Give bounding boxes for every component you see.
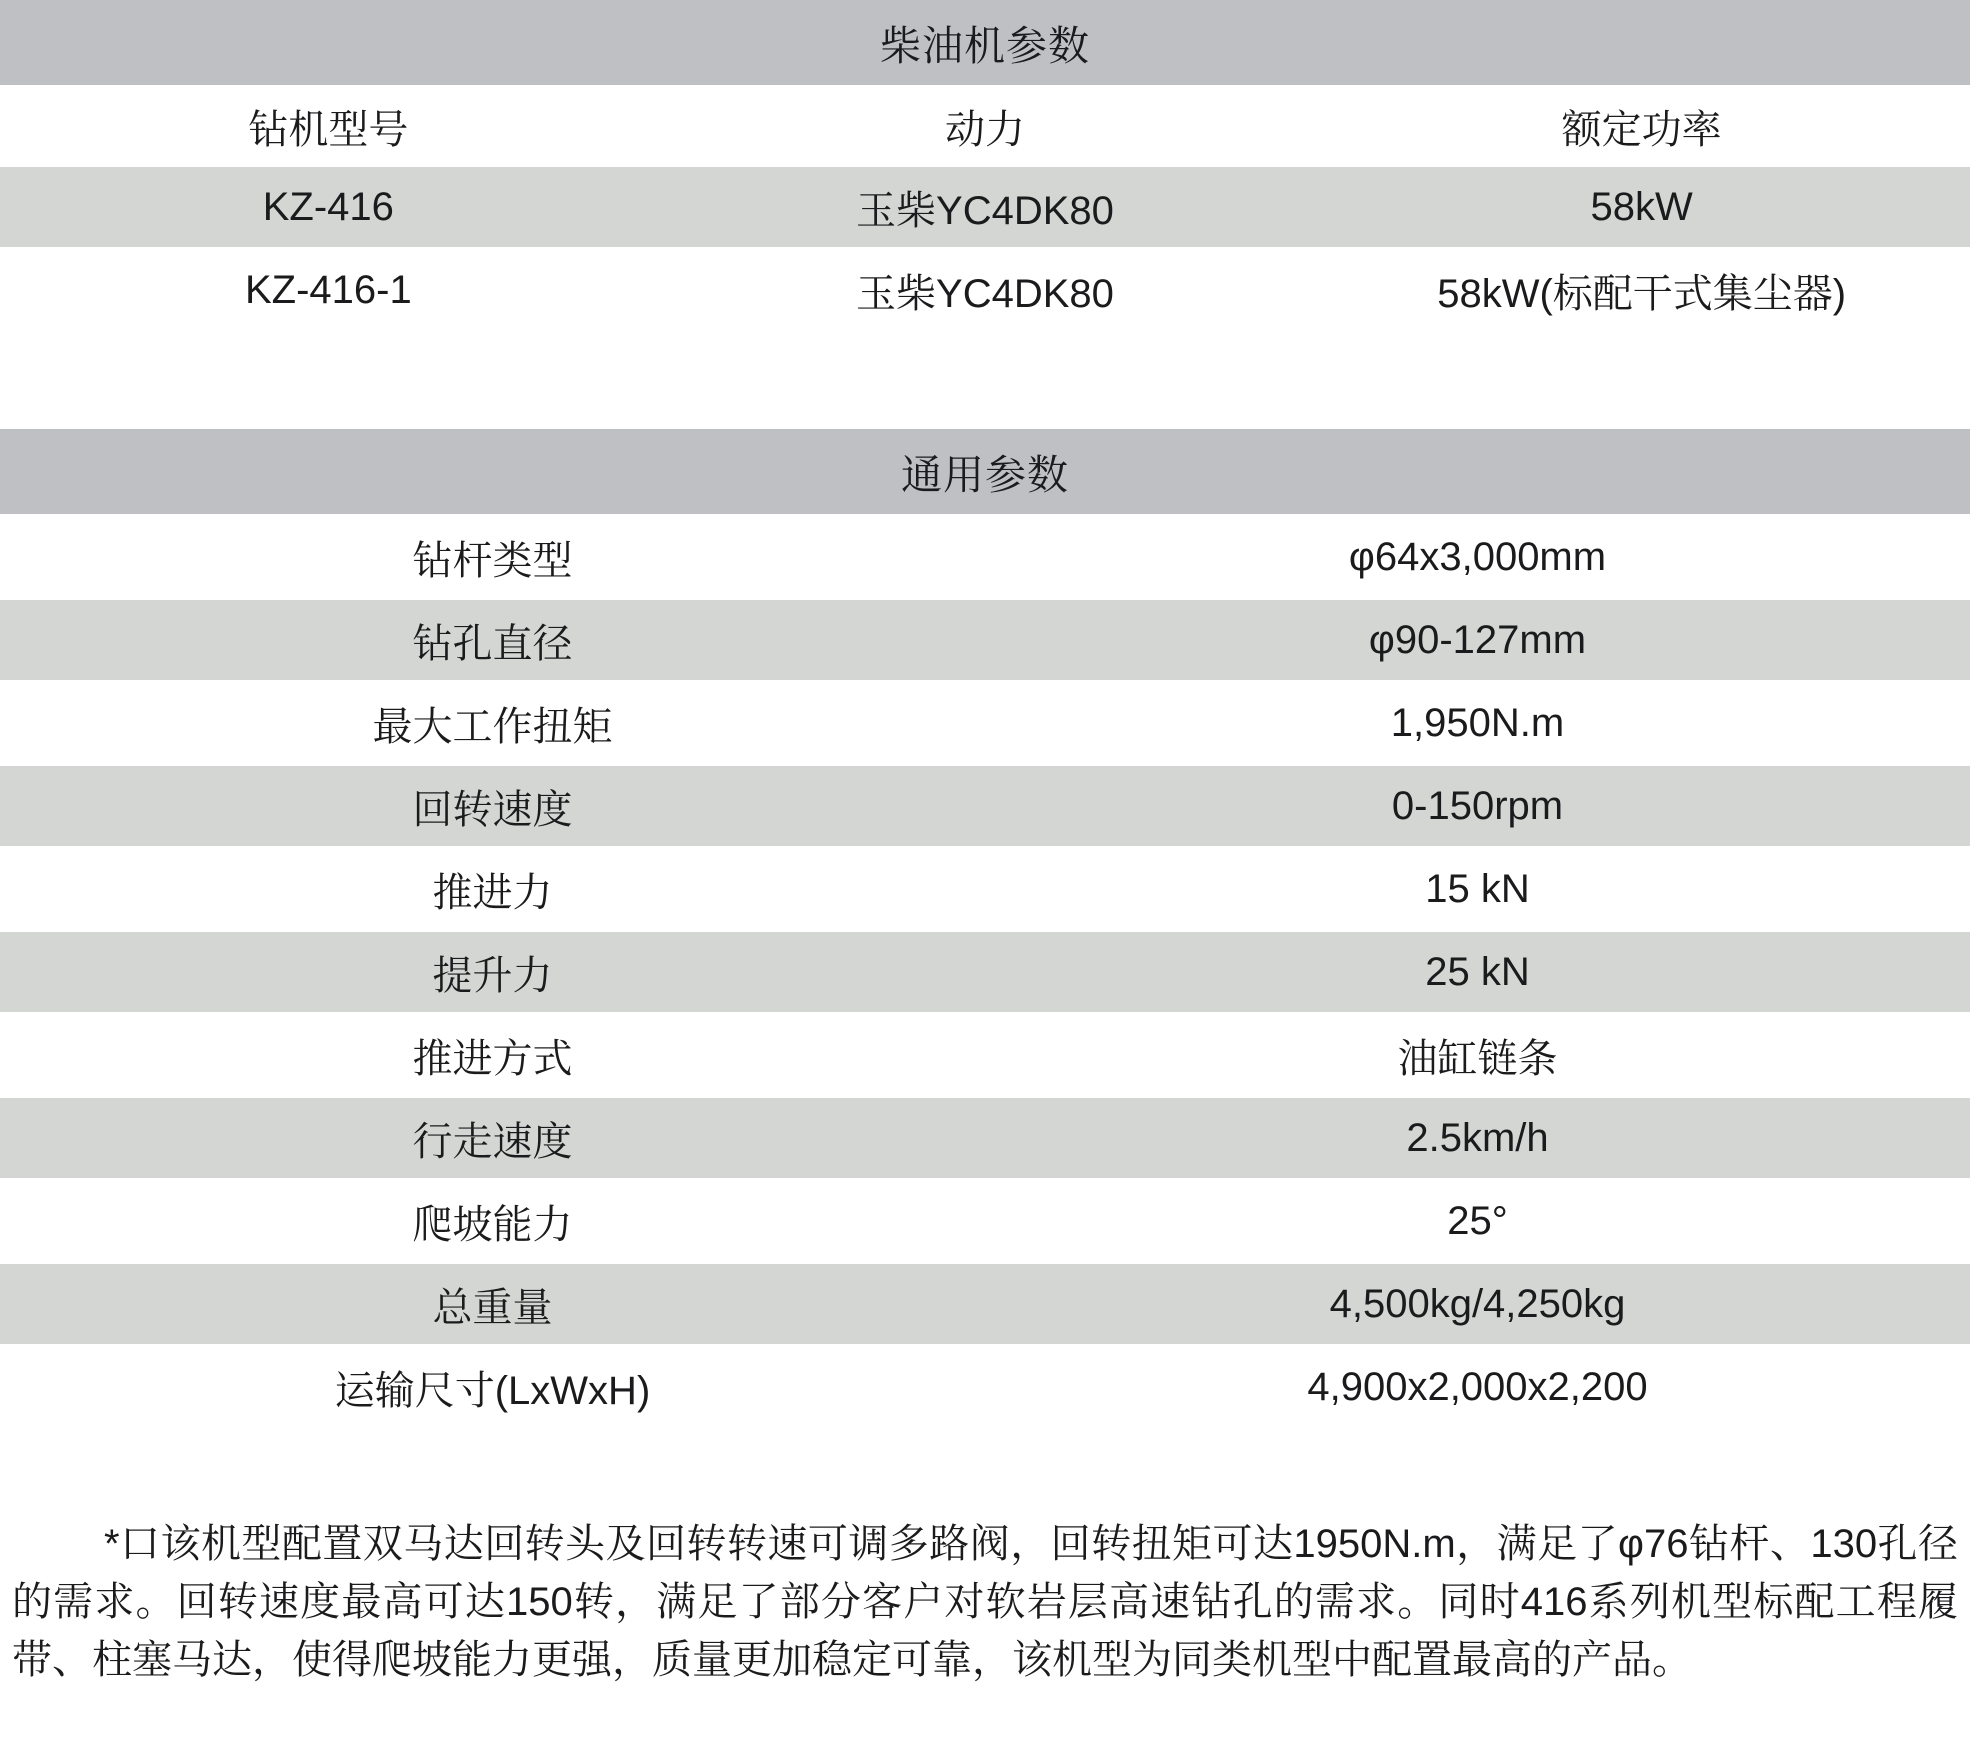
general-table-row	[0, 932, 1970, 1015]
general-table-row	[0, 1181, 1970, 1264]
param-value-cell: 25 kN	[1425, 949, 1530, 994]
general-table-row	[0, 1015, 1970, 1098]
param-value-cell: 0-150rpm	[1391, 783, 1564, 828]
rated-power-cell: 58kW	[1590, 184, 1693, 229]
general-table-row	[0, 683, 1970, 766]
model-cell: KZ-416	[262, 184, 394, 229]
engine-table-row	[0, 167, 1970, 250]
param-label-cell: 推进力	[432, 870, 553, 915]
engine-table-row	[0, 250, 1970, 333]
param-label-cell: 提升力	[432, 953, 553, 998]
rated-power-cell: 58kW(标配干式集尘器)	[1437, 271, 1847, 316]
param-label-cell: 运输尺寸(LxWxH)	[334, 1368, 651, 1413]
column-header-power: 动力	[944, 107, 1025, 152]
general-table-row	[0, 1264, 1970, 1347]
general-params-section	[0, 429, 1970, 1430]
general-table-row	[0, 766, 1970, 849]
param-value-cell: 25°	[1447, 1198, 1508, 1243]
general-table-row	[0, 1098, 1970, 1181]
param-value-cell: 2.5km/h	[1406, 1115, 1549, 1160]
param-label-cell: 钻杆类型	[412, 538, 573, 583]
engine-params-title: 柴油机参数	[0, 0, 1970, 85]
param-label-cell: 钻孔直径	[412, 621, 573, 666]
section-spacer	[0, 333, 1970, 429]
param-value-cell: 1,950N.m	[1390, 700, 1565, 745]
power-cell: 玉柴YC4DK80	[856, 188, 1114, 233]
param-value-cell: 油缸链条	[1397, 1036, 1558, 1081]
engine-params-rows	[0, 167, 1970, 333]
param-value-cell: φ64x3,000mm	[1348, 534, 1607, 579]
param-label-cell: 回转速度	[412, 787, 573, 832]
general-table-row	[0, 849, 1970, 932]
model-cell: KZ-416-1	[244, 267, 412, 312]
column-header-rated-power: 额定功率	[1561, 107, 1722, 152]
power-cell: 玉柴YC4DK80	[856, 271, 1114, 316]
general-params-rows	[0, 517, 1970, 1430]
param-value-cell: 15 kN	[1425, 866, 1530, 911]
param-value-cell: φ90-127mm	[1368, 617, 1587, 662]
param-label-cell: 最大工作扭矩	[372, 704, 613, 749]
param-value-cell: 4,500kg/4,250kg	[1329, 1281, 1626, 1326]
column-header-model: 钻机型号	[248, 107, 409, 152]
general-table-row	[0, 600, 1970, 683]
engine-params-header-row	[0, 88, 1970, 167]
footnote-paragraph: *口该机型配置双马达回转头及回转转速可调多路阀，回转扭矩可达1950N.m，满足了φ76钻杆、130孔径的需求。回转速度最高可达150转，满足了部分客户对软岩层高速钻孔的需求。同时416系列机型标配工程履带、柱塞马达，使得爬坡能力更强，质量更加稳定可靠，该机型为同类机型中配置最高的产品。	[12, 1522, 1958, 1682]
param-label-cell: 推进方式	[412, 1036, 573, 1081]
engine-params-section	[0, 0, 1970, 333]
general-table-row	[0, 1347, 1970, 1430]
general-table-row	[0, 517, 1970, 600]
general-params-title: 通用参数	[0, 429, 1970, 514]
param-label-cell: 总重量	[432, 1285, 553, 1330]
param-value-cell: 4,900x2,000x2,200	[1307, 1364, 1648, 1409]
param-label-cell: 爬坡能力	[412, 1202, 573, 1247]
param-label-cell: 行走速度	[412, 1119, 573, 1164]
